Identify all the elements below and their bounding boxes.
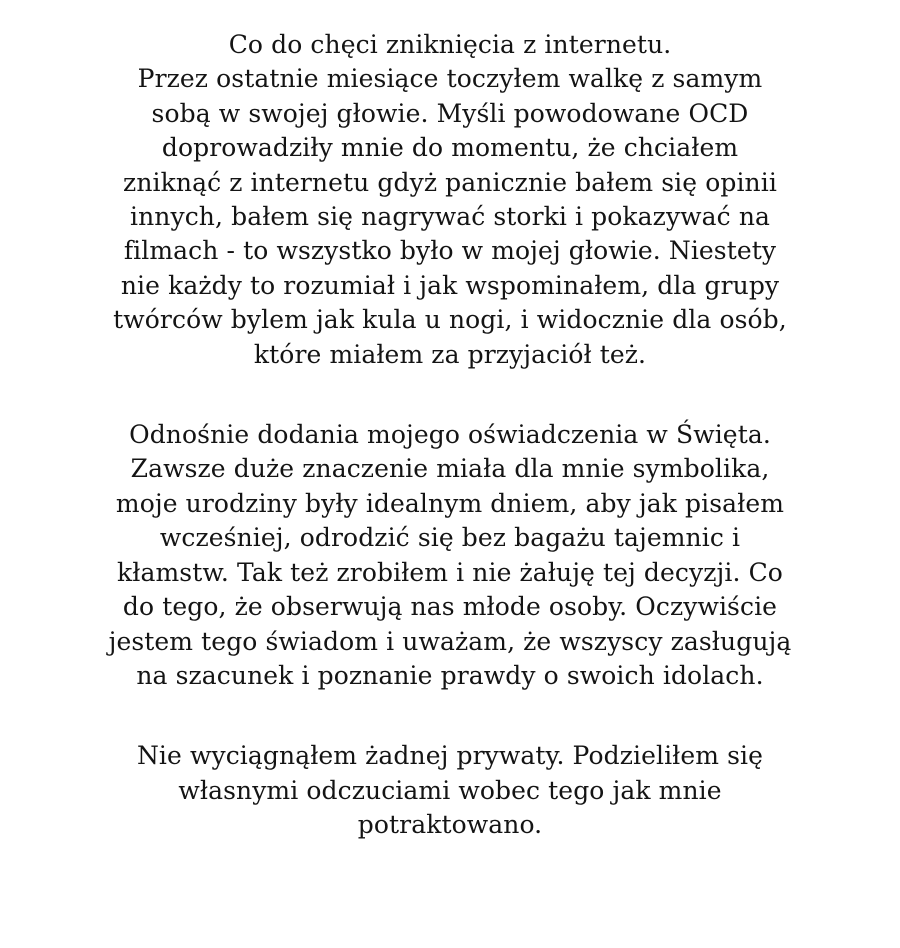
text-line: sobą w swojej głowie. Myśli powodowane OCD	[151, 98, 749, 128]
text-line: Odnośnie dodania mojego oświadczenia w Święta.	[129, 420, 771, 450]
text-line: własnymi odczuciami wobec tego jak mnie	[178, 775, 722, 805]
text-line: Zawsze duże znaczenie miała dla mnie symbolika,	[130, 454, 770, 484]
text-line: jestem tego świadom i uważam, że wszyscy zasługują	[108, 626, 792, 656]
paragraph-no-private-matters	[40, 739, 860, 842]
text-line: potraktowano.	[357, 810, 543, 840]
text-line: zniknąć z internetu gdyż panicznie bałem się opinii	[123, 167, 777, 197]
text-line: Nie wyciągnąłem żadnej prywaty. Podzieliłem się	[136, 741, 764, 771]
paragraph-internet-disappearance	[40, 28, 860, 372]
text-line: kłamstw. Tak też zrobiłem i nie żałuję tej decyzji. Co	[117, 557, 783, 587]
text-line: na szacunek i poznanie prawdy o swoich idolach.	[136, 660, 764, 690]
text-line: innych, bałem się nagrywać storki i pokazywać na	[129, 202, 771, 232]
text-line: nie każdy to rozumiał i jak wspominałem, dla grupy	[120, 270, 780, 300]
text-line: do tego, że obserwują nas młode osoby. Oczywiście	[122, 592, 778, 622]
text-line: moje urodziny były idealnym dniem, aby jak pisałem	[115, 488, 785, 518]
text-line: Przez ostatnie miesiące toczyłem walkę z samym	[137, 64, 763, 94]
text-line: które miałem za przyjaciół też.	[253, 339, 647, 369]
text-line: twórców bylem jak kula u nogi, i widocznie dla osób,	[113, 305, 787, 335]
text-line: Co do chęci zniknięcia z internetu.	[228, 30, 672, 59]
text-line: doprowadziły mnie do momentu, że chciałem	[161, 133, 739, 163]
text-line: wcześniej, odrodzić się bez bagażu tajemnic i	[159, 523, 741, 553]
text-line: filmach - to wszystko było w mojej głowie. Niestety	[123, 236, 777, 266]
paragraph-holiday-statement	[40, 418, 860, 693]
